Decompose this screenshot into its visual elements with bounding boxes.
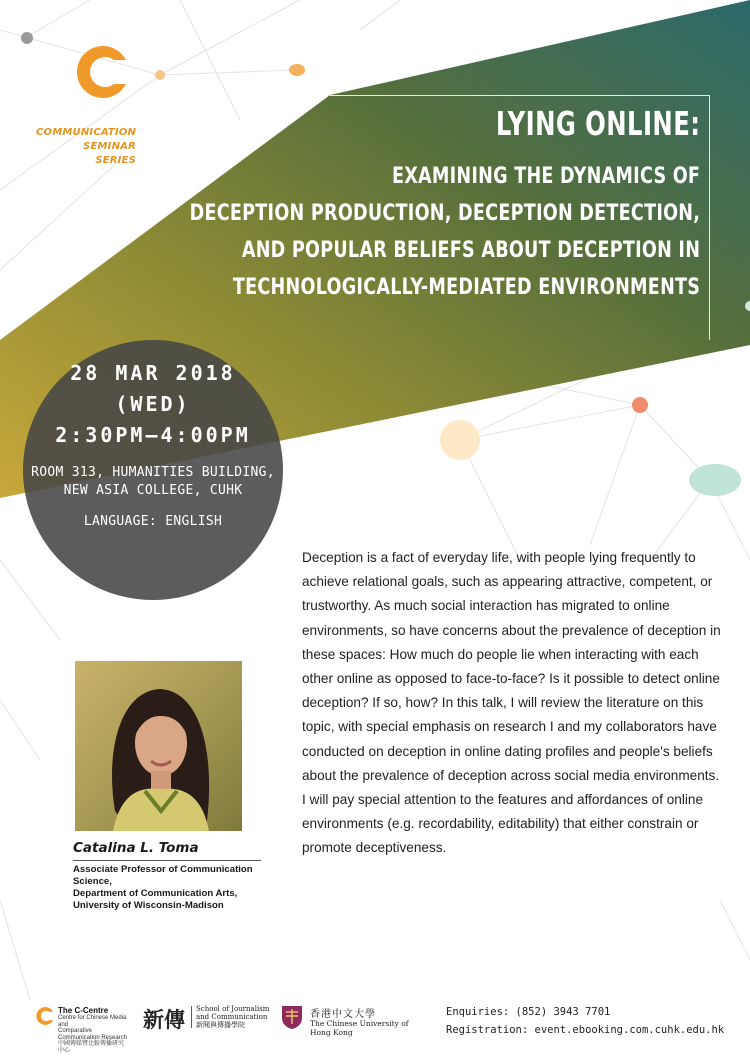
- speaker-photo: [75, 661, 242, 831]
- cuhk-logo: [280, 1004, 420, 1037]
- c-centre-sub-3: 中國傳媒暨比較傳播研究中心: [58, 1041, 125, 1054]
- event-day: (WED): [115, 392, 191, 416]
- speaker-affiliation: [73, 864, 273, 912]
- subtitle-line-1: EXAMINING THE DYNAMICS OF: [391, 164, 700, 189]
- cuhk-crest-icon: [280, 1004, 304, 1030]
- event-info-circle: [23, 340, 283, 600]
- seminar-subtitle: [189, 158, 700, 306]
- contact-info: [446, 1003, 724, 1039]
- venue-line-1: ROOM 313, HUMANITIES BUILDING,: [31, 465, 275, 480]
- speaker-divider: [73, 860, 261, 861]
- c-centre-footer-logo-icon: [34, 1005, 56, 1027]
- subtitle-line-4: TECHNOLOGICALLY-MEDIATED ENVIRONMENTS: [232, 275, 700, 300]
- enquiries-text: Enquiries: (852) 3943 7701: [446, 1006, 611, 1018]
- sjc-name: [196, 1005, 286, 1029]
- series-line-3: SERIES: [95, 155, 136, 166]
- affiliation-line-2: Department of Communication Arts,: [73, 888, 238, 899]
- abstract-text: Deception is a fact of everyday life, with people lying frequently to achieve relational goals, such as appearing attractive, competent, or trustworthy. As much social interaction has migrated to online environments, so have concerns about the prevalence of deception in these spaces: How much do people lie when interacting with each other online as opposed to face-to-face? Is it possible to detect online deception? If so, how? In this talk, I will review the literature on this topic, with special emphasis on research I and my collaborators have conducted on deception in online dating profiles and people's beliefs about the prevalence of deception across social media environments. I will pay special attention to the features and affordances of online environments (e.g. recordability, editability) that either constrain or promote deceptiveness.: [302, 550, 721, 856]
- cuhk-chinese-name: 香港中文大學: [310, 1009, 376, 1020]
- venue-line-2: NEW ASIA COLLEGE, CUHK: [63, 483, 243, 498]
- event-date: 28 MAR 2018: [70, 361, 236, 385]
- affiliation-line-3: University of Wisconsin-Madison: [73, 900, 224, 911]
- sjc-logo: [143, 1004, 273, 1030]
- subtitle-line-2: DECEPTION PRODUCTION, DECEPTION DETECTION,: [189, 201, 700, 226]
- sjc-line-2: and Communication: [196, 1013, 268, 1021]
- c-centre-name: The C-Centre: [58, 1006, 109, 1015]
- seminar-title: LYING ONLINE:: [495, 104, 700, 143]
- series-line-1: COMMUNICATION: [36, 127, 137, 138]
- c-centre-sub-1: Centre for Chinese Media and: [58, 1015, 127, 1028]
- sjc-chinese-mark: 新傳: [143, 1007, 185, 1032]
- event-language: LANGUAGE: ENGLISH: [83, 514, 223, 529]
- series-label: [36, 126, 136, 168]
- event-venue: [23, 464, 283, 500]
- c-centre-logo-icon: [70, 40, 134, 104]
- series-line-2: SEMINAR: [83, 141, 136, 152]
- c-centre-sub-2: Comparative Communication Research: [58, 1028, 128, 1041]
- sjc-line-1: School of Journalism: [196, 1005, 270, 1013]
- cuhk-english-name: The Chinese University of Hong Kong: [310, 1019, 409, 1037]
- subtitle-line-3: AND POPULAR BELIEFS ABOUT DECEPTION IN: [241, 238, 700, 263]
- sjc-line-3: 新聞與傳播學院: [196, 1021, 245, 1029]
- event-time: 2:30PM–4:00PM: [55, 423, 251, 447]
- registration-text[interactable]: Registration: event.ebooking.com.cuhk.edu.hk: [446, 1024, 725, 1036]
- speaker-name: Catalina L. Toma: [73, 840, 199, 856]
- sjc-divider: [191, 1006, 192, 1028]
- c-centre-footer-text: [58, 1006, 128, 1054]
- affiliation-line-1: Associate Professor of Communication Science,: [73, 864, 253, 887]
